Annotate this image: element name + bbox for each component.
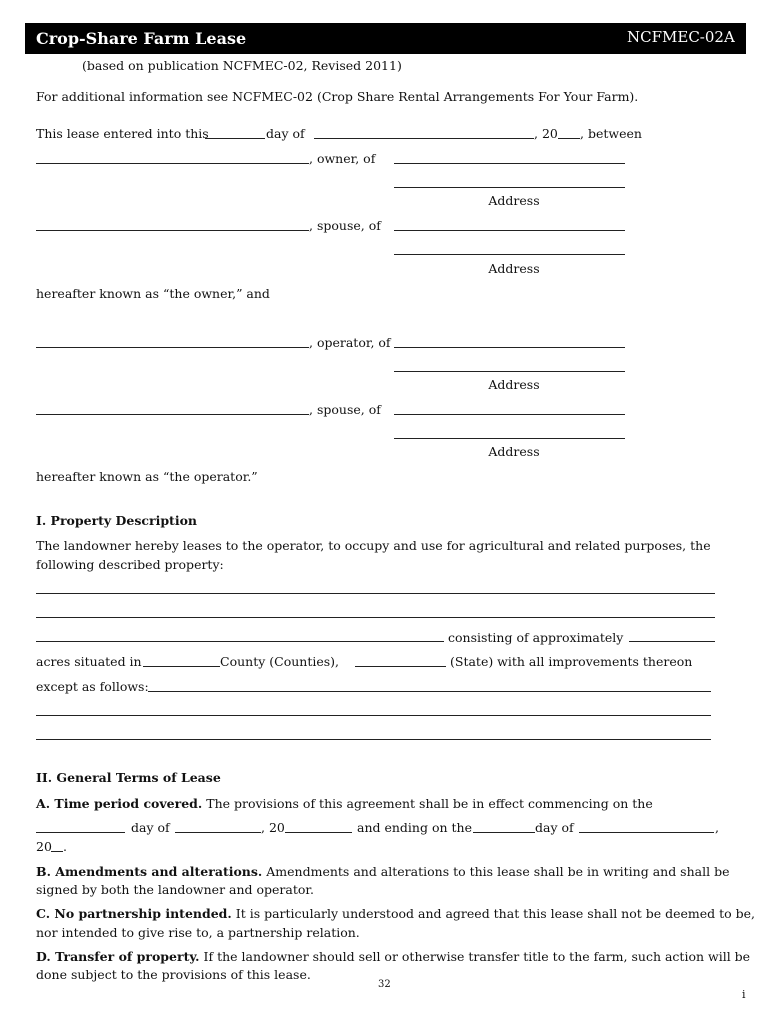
clause-d-title: D. Transfer of property.	[36, 949, 200, 964]
section1-line2: following described property:	[36, 557, 224, 572]
between-label: , between	[580, 126, 642, 141]
except-line3[interactable]	[36, 739, 711, 740]
clause-c	[36, 906, 755, 921]
owner-spouse-address-line2[interactable]	[394, 254, 625, 255]
owner-known-text: hereafter known as “the owner,” and	[36, 286, 270, 301]
end-year-blank[interactable]	[51, 851, 63, 852]
day-blank[interactable]	[205, 138, 265, 139]
roman-page-marker: i	[742, 988, 746, 1001]
clause-b-title: B. Amendments and alterations.	[36, 864, 263, 879]
operator-address-label: Address	[488, 377, 540, 392]
clause-a-text: The provisions of this agreement shall be in effect commencing on the	[206, 796, 653, 811]
end-period: .	[63, 839, 67, 854]
owner-address-line1[interactable]	[394, 163, 625, 164]
except-line2[interactable]	[36, 715, 711, 716]
month-blank[interactable]	[314, 138, 534, 139]
operator-spouse-label: , spouse, of	[309, 402, 381, 417]
operator-name-blank[interactable]	[36, 347, 309, 348]
section1-line1: The landowner hereby leases to the operator, to occupy and use for agricultural and related purposes, the	[36, 538, 711, 553]
operator-address-line2[interactable]	[394, 371, 625, 372]
clause-c-text: It is particularly understood and agreed that this lease shall not be deemed to be,	[235, 906, 756, 921]
clause-b-text2: signed by both the landowner and operator.	[36, 882, 314, 897]
ending-label: and ending on the	[357, 820, 472, 835]
clause-a	[36, 796, 653, 811]
operator-address-line1[interactable]	[394, 347, 625, 348]
end-day-of-label: day of	[535, 820, 574, 835]
property-desc-line1[interactable]	[36, 593, 715, 594]
operator-spouse-name-blank[interactable]	[36, 414, 309, 415]
owner-name-blank[interactable]	[36, 163, 309, 164]
acres-blank[interactable]	[629, 641, 715, 642]
form-title: Crop-Share Farm Lease	[36, 29, 247, 48]
clause-d	[36, 949, 750, 964]
end-month-blank[interactable]	[579, 832, 714, 833]
owner-spouse-address-label: Address	[488, 261, 540, 276]
owner-label: , owner, of	[309, 151, 376, 166]
operator-spouse-address-line1[interactable]	[394, 414, 625, 415]
operator-spouse-address-line2[interactable]	[394, 438, 625, 439]
county-label: County (Counties),	[220, 654, 340, 669]
year-prefix: , 20	[534, 126, 558, 141]
page-number: 32	[378, 979, 391, 990]
clause-b-text: Amendments and alterations to this lease shall be in writing and shall be	[266, 864, 730, 879]
property-desc-line3[interactable]	[36, 641, 444, 642]
property-desc-line2[interactable]	[36, 617, 715, 618]
operator-spouse-address-label: Address	[488, 444, 540, 459]
operator-label: , operator, of	[309, 335, 391, 350]
clause-c-title: C. No partnership intended.	[36, 906, 232, 921]
except-line1[interactable]	[148, 691, 711, 692]
state-label: (State) with all improvements thereon	[450, 654, 693, 669]
end-day-blank[interactable]	[473, 832, 535, 833]
operator-known-text: hereafter known as “the operator.”	[36, 469, 258, 484]
start-year-prefix: , 20	[261, 820, 285, 835]
year-blank[interactable]	[558, 138, 580, 139]
section2-heading: II. General Terms of Lease	[36, 770, 221, 785]
owner-address-label: Address	[488, 193, 540, 208]
form-subtitle: (based on publication NCFMEC-02, Revised 2011)	[82, 58, 402, 73]
clause-d-text2: done subject to the provisions of this lease.	[36, 967, 311, 982]
start-year-blank[interactable]	[285, 832, 352, 833]
state-blank[interactable]	[355, 666, 446, 667]
county-blank[interactable]	[143, 666, 220, 667]
end-comma: ,	[715, 820, 719, 835]
section1-heading: I. Property Description	[36, 513, 198, 528]
clause-d-text: If the landowner should sell or otherwise transfer title to the farm, such action will be	[203, 949, 751, 964]
end-year-prefix: 20	[36, 839, 52, 854]
owner-spouse-label: , spouse, of	[309, 218, 381, 233]
start-month-blank[interactable]	[175, 832, 261, 833]
owner-spouse-name-blank[interactable]	[36, 230, 309, 231]
owner-address-line2[interactable]	[394, 187, 625, 188]
form-code: NCFMEC-02A	[627, 28, 735, 46]
additional-info-text: For additional information see NCFMEC-02 (Crop Share Rental Arrangements For Your Farm).	[36, 89, 639, 104]
owner-spouse-address-line1[interactable]	[394, 230, 625, 231]
consisting-label: consisting of approximately	[448, 630, 624, 645]
entered-label: This lease entered into this	[36, 126, 209, 141]
clause-b	[36, 864, 729, 879]
start-day-blank[interactable]	[36, 832, 125, 833]
except-label: except as follows:	[36, 679, 149, 694]
clause-a-title: A. Time period covered.	[36, 796, 203, 811]
acres-label: acres situated in	[36, 654, 142, 669]
clause-c-text2: nor intended to give rise to, a partnership relation.	[36, 925, 360, 940]
day-of-label: day of	[266, 126, 305, 141]
start-day-of-label: day of	[131, 820, 170, 835]
